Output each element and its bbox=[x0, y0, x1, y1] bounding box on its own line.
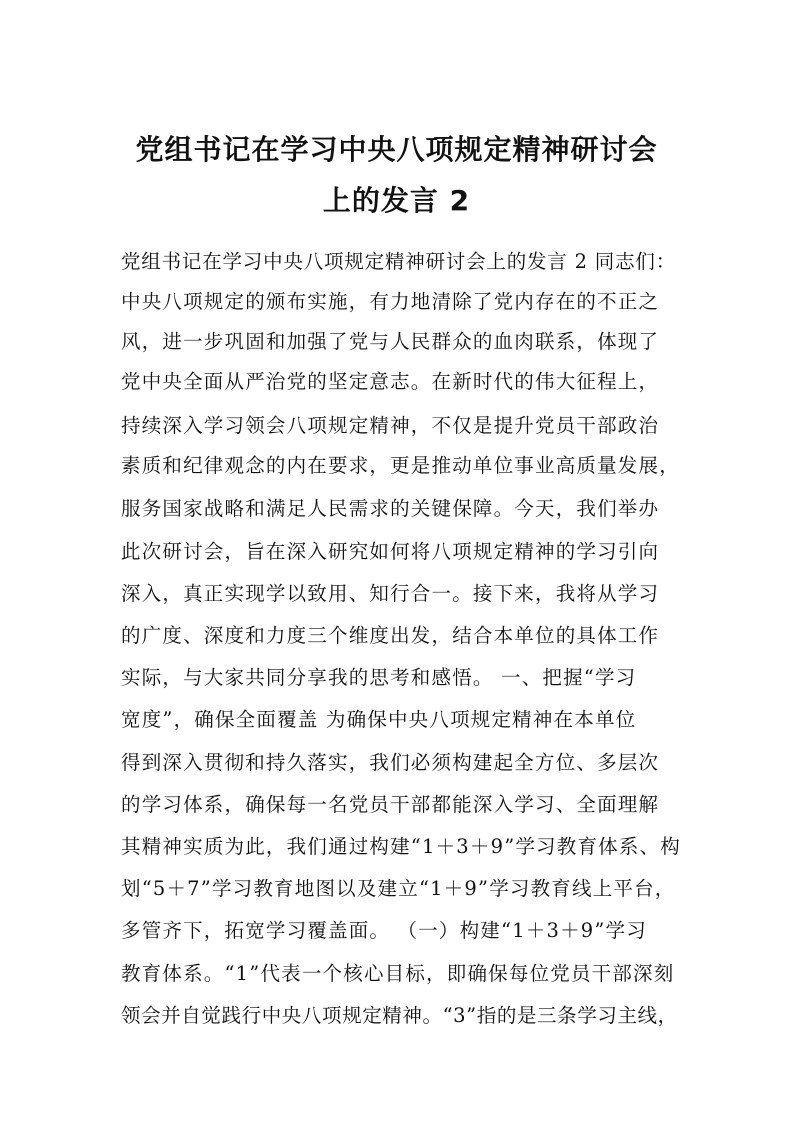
body-line: 深入，真正实现学以致用、知行合一。接下来，我将从学习 bbox=[121, 582, 660, 605]
body-line: 宽度”，确保全面覆盖 为确保中央八项规定精神在本单位 bbox=[121, 708, 637, 731]
body-line: 划“5＋7”学习教育地图以及建立“1＋9”学习教育线上平台， bbox=[121, 877, 676, 900]
body-line: 此次研讨会，旨在深入研究如何将八项规定精神的学习引向 bbox=[121, 540, 660, 563]
body-line: 得到深入贯彻和持久落实，我们必须构建起全方位、多层次 bbox=[121, 751, 660, 774]
document-title-line-2: 上的发言 2 bbox=[322, 184, 471, 217]
body-line: 多管齐下，拓宽学习覆盖面。 （一）构建“1＋3＋9”学习 bbox=[121, 919, 647, 942]
body-line: 素质和纪律观念的内在要求，更是推动单位事业高质量发展， bbox=[121, 454, 680, 477]
body-line: 的学习体系，确保每一名党员干部都能深入学习、全面理解 bbox=[121, 793, 660, 816]
body-line: 服务国家战略和满足人民需求的关键保障。今天，我们举办 bbox=[121, 497, 660, 520]
body-line: 持续深入学习领会八项规定精神，不仅是提升党员干部政治 bbox=[121, 414, 660, 437]
document-title-line-1: 党组书记在学习中央八项规定精神研讨会 bbox=[135, 133, 658, 166]
body-line: 中央八项规定的颁布实施，有力地清除了党内存在的不正之 bbox=[121, 290, 660, 313]
body-line: 的广度、深度和力度三个维度出发，结合本单位的具体工作 bbox=[121, 624, 660, 647]
body-line: 党中央全面从严治党的坚定意志。在新时代的伟大征程上， bbox=[121, 370, 660, 393]
body-line: 党组书记在学习中央八项规定精神研讨会上的发言 2 同志们： bbox=[121, 250, 677, 273]
body-line: 风，进一步巩固和加强了党与人民群众的血肉联系，体现了 bbox=[121, 330, 660, 353]
body-line: 实际，与大家共同分享我的思考和感悟。 一、把握“学习 bbox=[121, 666, 637, 689]
body-line: 教育体系。“1”代表一个核心目标，即确保每位党员干部深刻 bbox=[121, 962, 675, 985]
body-line: 其精神实质为此，我们通过构建“1＋3＋9”学习教育体系、构 bbox=[121, 835, 681, 858]
body-line: 领会并自觉践行中央八项规定精神。“3”指的是三条学习主线， bbox=[121, 1004, 678, 1027]
